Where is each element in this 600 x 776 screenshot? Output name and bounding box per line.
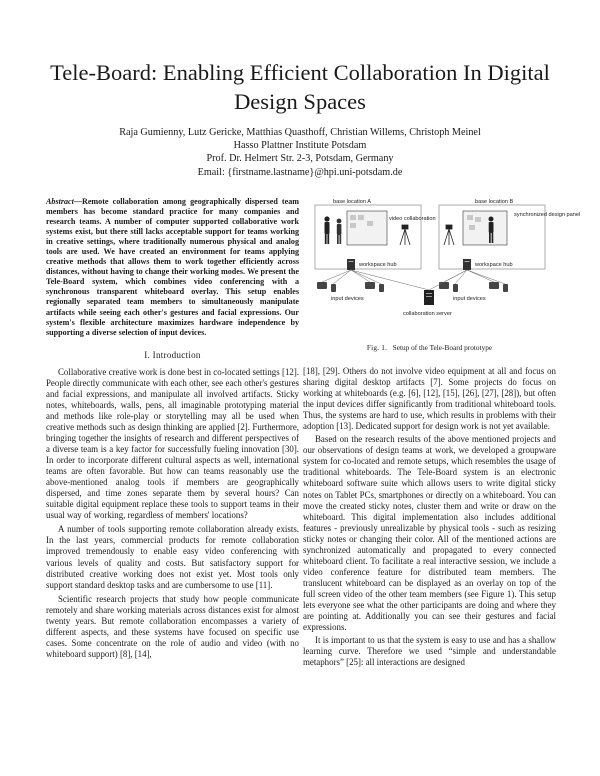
tele-board-setup-diagram bbox=[303, 197, 581, 340]
right-paragraph-3: It is important to us that the system is easy to use and has a shallow learning curve. Therefore we used “simple and understandable metaphors” [25]: all interactions are designed bbox=[303, 635, 556, 668]
input-a-label: input devices bbox=[331, 296, 364, 302]
location-a-label: base location A bbox=[333, 199, 371, 205]
address: Prof. Dr. Helmert Str. 2-3, Potsdam, Germany bbox=[206, 153, 394, 165]
author-block bbox=[40, 126, 560, 179]
sticky-note bbox=[467, 215, 473, 220]
sticky-note bbox=[350, 223, 356, 228]
abstract-text: —Remote collaboration among geographically dispersed team members has become standard practice for many companies and research teams. A number of computer supported collaborative work systems exist, but there still lacks acceptable support for teams working in creative settings, where traditionally numerous physical and analog tools are used. We have created an environment for teams applying creative methods that allows them to work together efficiently across distances, without having to change their working modes. We present the Tele-Board system, which combines video conferencing with a synchronous transparent whiteboard overlay. This setup enables regionally separated team members to simultaneously manipulate artifacts while seeing each other's gestures and facial expressions. Our system's flexible architecture maximizes hardware independence by supporting a diverse selection of input devices. bbox=[46, 197, 299, 337]
input-devices-a-icon bbox=[317, 282, 384, 292]
video-collab-label: video collaboration bbox=[389, 216, 436, 222]
server-icon bbox=[424, 290, 434, 305]
hub-a-label: workspace hub bbox=[359, 262, 397, 268]
section-heading-introduction: I. Introduction bbox=[144, 349, 201, 360]
server-label: collaboration server bbox=[403, 311, 452, 317]
intro-paragraph-1: Collaborative creative work is done best in co-located settings [12]. People directly communicate with each other, see each other's gestures and facial expressions, and manipulate all involved artifacts. Sticky notes, whiteboards, walls, pens, all imaginable prototyping material and methods like role-play or storytelling may all be used when creative methods such as design thinking are applied [2]. Furthermore, bringing together the insights of research and different perspectives of a diverse team is a key factor for successfully fueling innovation [30]. In order to incorporate different cultural aspects as well, international teams are often favorable. But how can teams reasonably use the above-mentioned analog tools if members are geographically dispersed, and time zones separate them by several hours? Can suitable digital equipment replace these tools to support teams in their usual way of working, regardless of members' locations? bbox=[46, 366, 299, 521]
abstract-label: Abstract bbox=[46, 197, 74, 206]
sync-panel-label: synchronized design panel bbox=[514, 212, 581, 218]
input-devices-b-icon bbox=[439, 282, 508, 292]
input-b-label: input devices bbox=[453, 296, 486, 302]
affiliation: Hasso Plattner Institute Potsdam bbox=[233, 140, 367, 152]
location-b-label: base location B bbox=[475, 199, 514, 205]
hub-b-label: workspace hub bbox=[475, 262, 513, 268]
camera-tripod-icon bbox=[444, 225, 454, 245]
connection-lines bbox=[322, 270, 505, 290]
workspace-hub-b-icon bbox=[463, 259, 471, 270]
person-icon bbox=[337, 219, 342, 244]
author-names: Raja Gumienny, Lutz Gericke, Matthias Quasthoff, Christian Willems, Christoph Meinel bbox=[119, 127, 481, 138]
intro-paragraph-3: Scientific research projects that study how people communicate remotely and share working materials across distances exist for almost twenty years. But remote collaboration encompasses a variety of different aspects, and these systems have focused on specific use cases. Some concentrate on the role of audio and video (with no whiteboard support) [8], [14], bbox=[46, 593, 299, 659]
paper-title: Tele-Board: Enabling Efficient Collaboration In Digital Design Spaces bbox=[50, 60, 550, 114]
figure-caption bbox=[303, 343, 556, 352]
workspace-hub-a-icon bbox=[347, 259, 355, 270]
intro-paragraph-2: A number of tools supporting remote collaboration already exists. In the last years, commercial products for remote collaboration improved tremendously to enable easy video conferencing with various levels of quality and costs. But satisfactory support for distributed creative working does not exist yet. Most tools only support standard desktop tasks and are cumbersome to use [11]. bbox=[46, 524, 299, 590]
right-paragraph-1: [18], [29]. Others do not involve video equipment at all and focus on sharing digital desktop artifacts [7]. Some projects do focus on working at whiteboards (e.g. [6], [12], [15], [26], [27], [28]), but often the input devices differ significantly from traditional whiteboard tools. Thus, the systems are hard to use, which results in problems with their adoption [13]. Dedicated support for design work is not yet available. bbox=[303, 366, 556, 432]
person-icon bbox=[324, 216, 329, 244]
email: Email: {firstname.lastname}@hpi.uni-potsdam.de bbox=[197, 166, 403, 178]
left-column bbox=[46, 197, 299, 663]
right-column bbox=[303, 197, 581, 670]
sticky-note bbox=[350, 215, 356, 220]
right-paragraph-2: Based on the research results of the above mentioned projects and our observations of design teams at work, we developed a groupware system for co-located and remote setups, which resembles the usage of traditional whiteboards. The Tele-Board system is an electronic whiteboard software suite which allows users to write digital sticky notes on Tablet PCs, smartphones or directly on a whiteboard. You can move the created sticky notes, cluster them and write or draw on the whiteboard. This digital implementation also includes additional features - previously unrealizable by physical tools - such as resizing sticky notes or changing their color. All of the mentioned actions are synchronized automatically and propagated to every connected whiteboard client. To facilitate a real interactive session, we include a video conference feature for distributed team members. The translucent whiteboard can be displayed as an overlay on top of the full screen video of the other team members (see Figure 1). This setup lets everyone see what the other participants are doing and where they are pointing at. Additionally you can see their gestures and facial expressions. bbox=[303, 434, 556, 633]
figure-number: Fig. 1. bbox=[366, 343, 388, 352]
sticky-note bbox=[358, 215, 364, 220]
figure-caption-text: Setup of the Tele-Board prototype bbox=[392, 343, 493, 352]
figure-1 bbox=[303, 197, 581, 340]
sticky-note bbox=[367, 221, 373, 226]
abstract bbox=[46, 197, 299, 338]
sticky-note bbox=[469, 225, 475, 230]
camera-tripod-icon bbox=[400, 225, 410, 245]
sticky-note bbox=[475, 217, 481, 222]
